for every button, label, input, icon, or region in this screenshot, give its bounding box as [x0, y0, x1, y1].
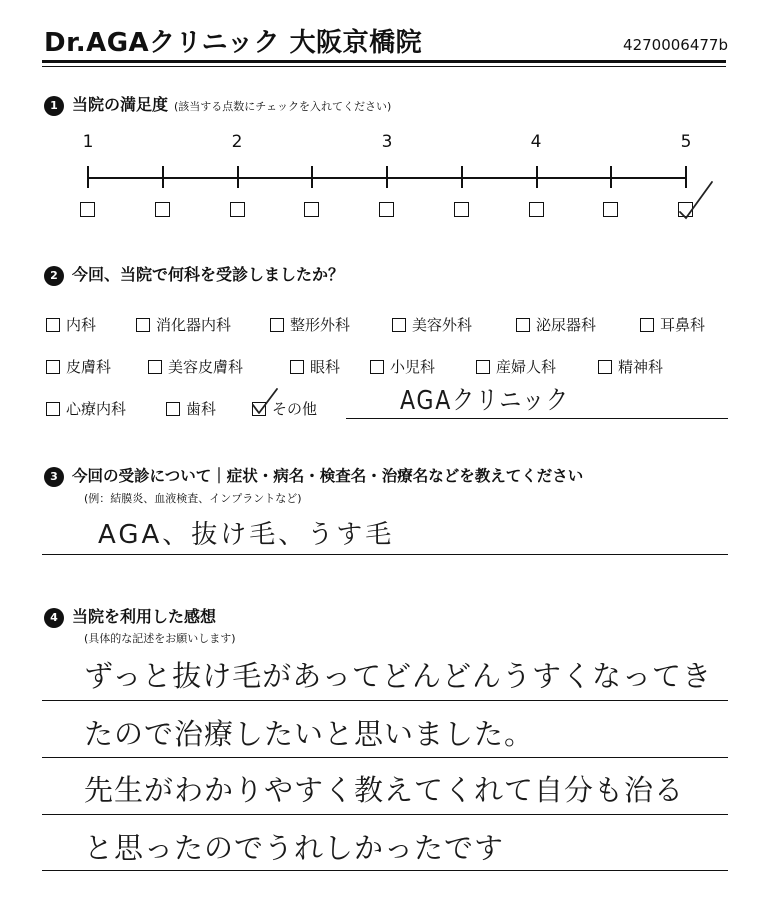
checkbox[interactable] [370, 360, 384, 374]
q2-heading [44, 262, 344, 286]
scale-label-2: 2 [231, 132, 243, 152]
q4-answer-line-4: と思ったのでうれしかったです [84, 831, 505, 865]
checkbox-checked[interactable] [252, 402, 266, 416]
dept-option-biyou-geka[interactable]: 美容外科 [392, 314, 472, 335]
dept-option-shinryou[interactable]: 心療内科 [46, 398, 126, 419]
dept-option-ganka[interactable]: 眼科 [290, 356, 340, 377]
checkbox[interactable] [136, 318, 150, 332]
q4-rule-4 [42, 870, 728, 871]
page-title: Dr.AGAクリニック 大阪京橋院 [44, 28, 423, 58]
dept-option-shika[interactable]: 歯科 [166, 398, 216, 419]
q4-note: (具体的な記述をお願いします) [84, 632, 236, 645]
q2-title: 今回、当院で何科を受診しましたか？ [72, 265, 345, 284]
dept-option-hinyouki[interactable]: 泌尿器科 [516, 314, 596, 335]
checkbox[interactable] [476, 360, 490, 374]
dept-option-naika[interactable]: 内科 [46, 314, 96, 335]
q4-answer-line-3: 先生がわかりやすく教えてくれて自分も治る [84, 773, 685, 807]
checkbox[interactable] [46, 360, 60, 374]
q3-heading [44, 464, 583, 487]
check-mark-icon [251, 387, 277, 417]
q3-answer-line [42, 554, 728, 555]
q2-number-badge: 2 [44, 266, 64, 286]
q4-rule-3 [42, 814, 728, 815]
checkbox[interactable] [598, 360, 612, 374]
checkbox[interactable] [392, 318, 406, 332]
dept-option-jibi[interactable]: 耳鼻科 [640, 314, 705, 335]
other-dept-handwriting: AGAクリニック [400, 386, 570, 416]
checkbox[interactable] [516, 318, 530, 332]
checkbox[interactable] [290, 360, 304, 374]
q4-answer-line-2: たので治療したいと思いました。 [84, 717, 535, 751]
dept-option-sanfujin[interactable]: 産婦人科 [476, 356, 556, 377]
dept-option-seishin[interactable]: 精神科 [598, 356, 663, 377]
checkbox[interactable] [270, 318, 284, 332]
q4-rule-2 [42, 757, 728, 758]
q4-rule-1 [42, 700, 728, 701]
checkbox[interactable] [148, 360, 162, 374]
dept-option-biyou-hifu[interactable]: 美容皮膚科 [148, 356, 243, 377]
check-mark-icon [680, 182, 712, 218]
checkbox[interactable] [46, 318, 60, 332]
document-id: 4270006477b [623, 36, 728, 54]
dept-option-shoukaki[interactable]: 消化器内科 [136, 314, 231, 335]
scale-label-3: 3 [381, 132, 393, 152]
q4-answer-line-1: ずっと抜け毛があってどんどんうすくなってき [84, 659, 712, 693]
q3-example-note: (例：結膜炎、血液検査、インプラントなど) [84, 492, 302, 505]
q1-number-badge: 1 [44, 96, 64, 116]
dept-option-sonota[interactable]: その他 [252, 398, 317, 419]
checkbox[interactable] [166, 402, 180, 416]
scale-label-1: 1 [82, 132, 94, 152]
checkbox[interactable] [640, 318, 654, 332]
q1-title: 当院の満足度 [72, 95, 169, 114]
checkbox[interactable] [46, 402, 60, 416]
scale-label-5: 5 [680, 132, 692, 152]
dept-option-shouni[interactable]: 小児科 [370, 356, 435, 377]
dept-option-seikei[interactable]: 整形外科 [270, 314, 350, 335]
q3-answer-handwriting: AGA、抜け毛、うす毛 [98, 520, 395, 550]
q4-title: 当院を利用した感想 [72, 607, 217, 626]
dept-option-hifu[interactable]: 皮膚科 [46, 356, 111, 377]
q3-number-badge: 3 [44, 467, 64, 487]
q1-subtitle: (該当する点数にチェックを入れてください) [174, 100, 392, 113]
q4-number-badge: 4 [44, 608, 64, 628]
q4-heading [44, 604, 216, 628]
other-dept-underline [346, 418, 728, 419]
q3-title: 今回の受診について｜症状・病名・検査名・治療名などを教えてください [72, 467, 584, 485]
scale-label-4: 4 [530, 132, 542, 152]
